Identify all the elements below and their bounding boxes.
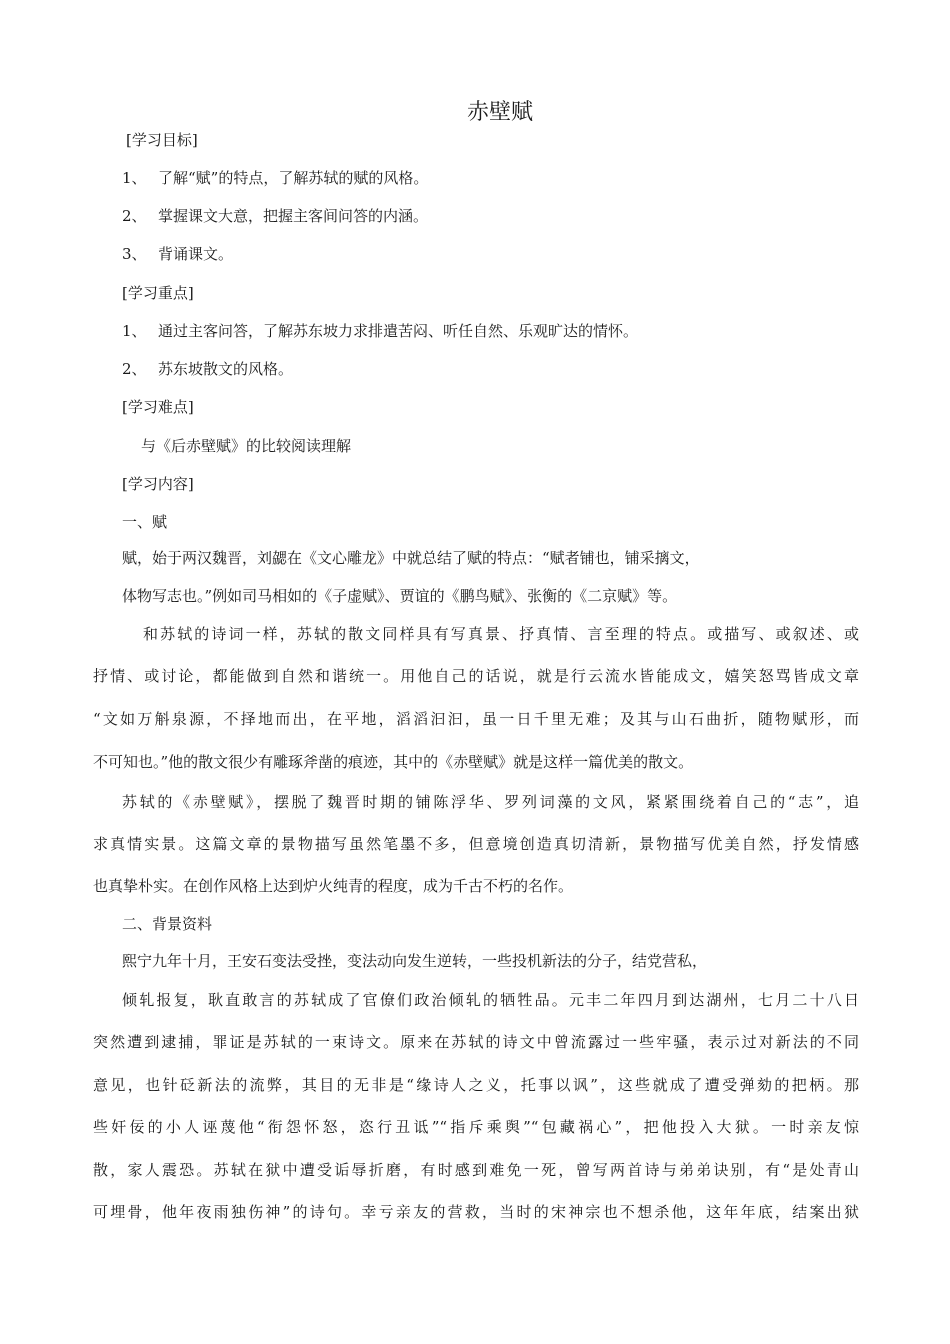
- prose-para-line-4: 不可知也。”他的散文很少有雕琢斧凿的痕迹，其中的《赤壁赋》就是这样一篇优美的散文。: [93, 753, 694, 771]
- background-intro-line: 熙宁九年十月，王安石变法受挫，变法动向发生逆转，一些投机新法的分子，结党营私，: [122, 952, 708, 970]
- focus-number: 2、: [122, 360, 147, 378]
- background-para-line-3: 意见，也针砭新法的流弊，其目的无非是“缘诗人之义，托事以讽”，这些就成了遭受弹劾的把柄。那: [93, 1076, 859, 1094]
- goal-item-2: [122, 206, 428, 226]
- goal-number: 3、: [122, 245, 147, 263]
- focus-item-2: [122, 359, 293, 379]
- focus-heading: [学习重点]: [122, 284, 194, 302]
- content-heading: [学习内容]: [122, 475, 194, 493]
- document-title: 赤壁赋: [466, 100, 533, 125]
- focus-item-1: [122, 321, 638, 341]
- part1-line-1: 赋，始于两汉魏晋，刘勰在《文心雕龙》中就总结了赋的特点：“赋者铺也，铺采摛文，: [122, 549, 700, 567]
- difficulty-text: 与《后赤壁赋》的比较阅读理解: [141, 437, 352, 455]
- goal-number: 1、: [122, 169, 147, 187]
- prose-para-line-3: “文如万斛泉源，不择地而出，在平地，滔滔汩汩，虽一日千里无难；及其与山石曲折，随物赋形，而: [93, 710, 859, 728]
- goal-text: 掌握课文大意，把握主客间问答的内涵。: [158, 207, 429, 225]
- difficulty-heading: [学习难点]: [122, 398, 194, 416]
- focus-text: 苏东坡散文的风格。: [158, 360, 294, 378]
- goal-text: 了解“赋”的特点，了解苏轼的赋的风格。: [158, 169, 429, 187]
- goal-item-1: [122, 168, 428, 188]
- goal-item-3: [122, 244, 233, 264]
- focus-number: 1、: [122, 322, 147, 340]
- background-para-line-6: 可埋骨，他年夜雨独伤神”的诗句。幸亏亲友的营救，当时的宋神宗也不想杀他，这年年底，结案出狱: [93, 1203, 859, 1221]
- background-para-line-1: 倾轧报复，耿直敢言的苏轼成了官僚们政治倾轧的牺牲品。元丰二年四月到达湖州，七月二十八日: [122, 991, 859, 1009]
- background-para-line-4: 些奸佞的小人诬蔑他“衔怨怀怒，恣行丑诋”“指斥乘舆”“包藏祸心”，把他投入大狱。一时亲友惊: [93, 1118, 859, 1136]
- chibi-para-line-2: 求真情实景。这篇文章的景物描写虽然笔墨不多，但意境创造真切清新，景物描写优美自然，抒发情感: [93, 835, 859, 853]
- background-para-line-5: 散，家人震恐。苏轼在狱中遭受诟辱折磨，有时感到难免一死，曾写两首诗与弟弟诀别，有“是处青山: [93, 1161, 859, 1179]
- goal-number: 2、: [122, 207, 147, 225]
- part1-heading: 一、赋: [122, 513, 168, 531]
- chibi-para-line-1: 苏轼的《赤壁赋》，摆脱了魏晋时期的铺陈浮华、罗列词藻的文风，紧紧围绕着自己的“志”，追: [122, 793, 859, 811]
- part2-heading: 二、背景资料: [122, 915, 213, 933]
- background-para-line-2: 突然遭到逮捕，罪证是苏轼的一束诗文。原来在苏轼的诗文中曾流露过一些牢骚，表示过对新法的不同: [93, 1033, 859, 1051]
- part1-line-2: 体物写志也。”例如司马相如的《子虚赋》、贾谊的《鹏鸟赋》、张衡的《二京赋》等。: [122, 587, 678, 605]
- goals-heading: [学习目标]: [126, 131, 198, 149]
- focus-text: 通过主客问答，了解苏东坡力求排遣苦闷、听任自然、乐观旷达的情怀。: [158, 322, 639, 340]
- prose-para-line-1: 和苏轼的诗词一样，苏轼的散文同样具有写真景、抒真情、言至理的特点。或描写、或叙述、或: [143, 625, 859, 643]
- goal-text: 背诵课文。: [158, 245, 234, 263]
- prose-para-line-2: 抒情、或讨论，都能做到自然和谐统一。用他自己的话说，就是行云流水皆能成文，嬉笑怒骂皆成文章: [93, 667, 859, 685]
- chibi-para-line-3: 也真挚朴实。在创作风格上达到炉火纯青的程度，成为千古不朽的名作。: [93, 877, 574, 895]
